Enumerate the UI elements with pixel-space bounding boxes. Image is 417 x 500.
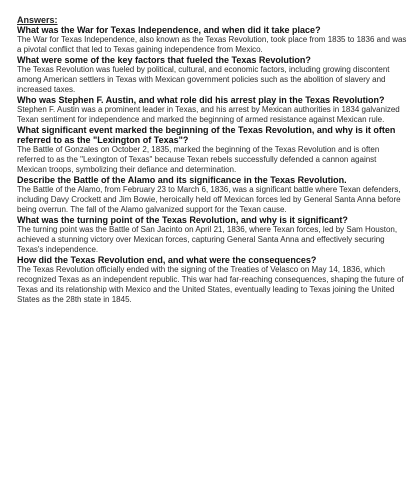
question-6: What was the turning point of the Texas Revolution, and why is it significant? xyxy=(17,215,348,225)
qa-item-6 xyxy=(17,215,407,255)
qa-item-2 xyxy=(17,55,407,95)
question-5: Describe the Battle of the Alamo and its significance in the Texas Revolution. xyxy=(17,175,347,185)
answers-document xyxy=(17,15,407,305)
question-7: How did the Texas Revolution end, and what were the consequences? xyxy=(17,255,317,265)
answers-heading: Answers: xyxy=(17,15,58,25)
qa-item-7 xyxy=(17,255,407,305)
question-1: What was the War for Texas Independence, and when did it take place? xyxy=(17,25,321,35)
question-4: What significant event marked the beginning of the Texas Revolution, and why is it often referred to as the "Lexington of Texas"? xyxy=(17,125,396,145)
answer-2: The Texas Revolution was fueled by political, cultural, and economic factors, including growing discontent among American settlers in Texas with Mexican government policies such as the abolition of slavery and increased taxes. xyxy=(17,65,390,94)
qa-item-1 xyxy=(17,25,407,55)
answer-7: The Texas Revolution officially ended with the signing of the Treaties of Velasco on May 14, 1836, which recognized Texas as an independent republic. This war had far-reaching consequences, shaping the future of Texas and its relationship with Mexico and the United States, eventually leading to Texas joining the United States as the 28th state in 1845. xyxy=(17,265,404,304)
answer-1: The War for Texas Independence, also known as the Texas Revolution, took place from 1835 to 1836 and was a pivotal conflict that led to Texas gaining independence from Mexico. xyxy=(17,35,407,54)
qa-item-3 xyxy=(17,95,407,125)
answer-3: Stephen F. Austin was a prominent leader in Texas, and his arrest by Mexican authorities in 1834 galvanized Texan sentiment for independence and marked the beginning of armed resistance against Mexican rule. xyxy=(17,105,400,124)
answer-4: The Battle of Gonzales on October 2, 1835, marked the beginning of the Texas Revolution and is often referred to as the "Lexington of Texas" because Texan rebels successfully defended a cannon against Mexican troops, symbolizing their defiance and determination. xyxy=(17,145,380,174)
question-3: Who was Stephen F. Austin, and what role did his arrest play in the Texas Revolution? xyxy=(17,95,385,105)
qa-item-4 xyxy=(17,125,407,175)
answer-5: The Battle of the Alamo, from February 23 to March 6, 1836, was a significant battle where Texan defenders, including Davy Crockett and Jim Bowie, heroically held off Mexican forces led by General Santa Anna before being overrun. The fall of the Alamo galvanized support for the Texan cause. xyxy=(17,185,401,214)
qa-item-5 xyxy=(17,175,407,215)
question-2: What were some of the key factors that fueled the Texas Revolution? xyxy=(17,55,311,65)
answer-6: The turning point was the Battle of San Jacinto on April 21, 1836, where Texan forces, led by Sam Houston, achieved a stunning victory over Mexican forces, capturing General Santa Anna and effectively securing Texas's independence. xyxy=(17,225,398,254)
